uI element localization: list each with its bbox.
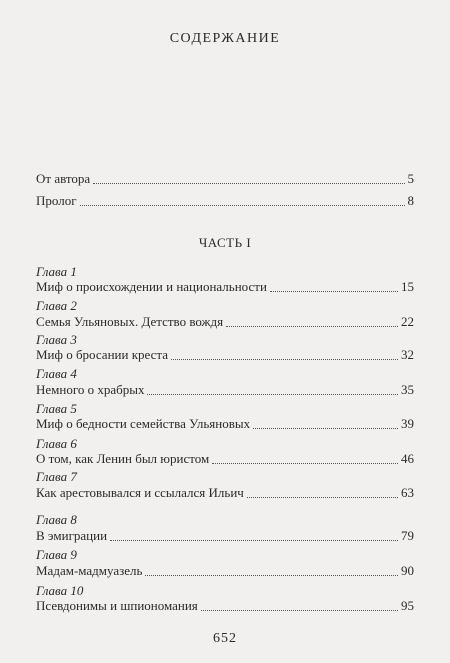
entry-page: 95	[401, 598, 414, 613]
toc-entry	[36, 485, 414, 501]
entry-page: 79	[401, 528, 414, 543]
leader-dots	[247, 496, 398, 498]
toc-entry	[36, 279, 414, 295]
toc-entry	[36, 598, 414, 614]
chapter-label: Глава 9	[36, 547, 77, 562]
chapter-label: Глава 5	[36, 401, 77, 416]
page-number: 652	[213, 631, 237, 646]
toc-entry	[36, 347, 414, 363]
toc-entry	[36, 416, 414, 432]
entry-title: Семья Ульяновых. Детство вождя	[36, 314, 224, 329]
entry-page: 39	[401, 416, 414, 431]
leader-dots	[110, 539, 398, 541]
toc-entry	[36, 193, 414, 209]
entry-page: 63	[401, 485, 414, 500]
entry-title: О том, как Ленин был юристом	[36, 451, 210, 466]
entry-page: 8	[407, 193, 414, 208]
entry-page: 22	[401, 314, 414, 329]
entry-title: Миф о бросании креста	[36, 347, 168, 362]
chapter-label: Глава 2	[36, 298, 77, 313]
entry-title: Миф о происхождении и национальности	[36, 279, 267, 294]
chapter-label: Глава 8	[36, 512, 77, 527]
leader-dots	[201, 609, 398, 611]
page-title: СОДЕРЖАНИЕ	[169, 31, 281, 46]
leader-dots	[145, 574, 398, 576]
toc-entry	[36, 528, 414, 544]
leader-dots	[212, 462, 398, 464]
chapter-label: Глава 7	[36, 469, 77, 484]
entry-title: Пролог	[36, 193, 77, 208]
toc-entry	[36, 382, 414, 398]
entry-title: Мадам-мадмуазель	[36, 563, 143, 578]
entry-title: В эмиграции	[36, 528, 108, 543]
toc-entry	[36, 451, 414, 467]
entry-title: От автора	[36, 171, 91, 186]
leader-dots	[253, 427, 398, 429]
entry-page: 5	[407, 171, 414, 186]
entry-page: 90	[401, 563, 414, 578]
chapter-label: Глава 10	[36, 583, 84, 598]
part-title: ЧАСТЬ I	[198, 235, 252, 250]
entry-title: Немного о храбрых	[36, 382, 145, 397]
leader-dots	[226, 325, 398, 327]
chapter-label: Глава 6	[36, 436, 77, 451]
entry-title: Псевдонимы и шпиономания	[36, 598, 198, 613]
entry-page: 32	[401, 347, 414, 362]
toc-entry	[36, 171, 414, 187]
chapter-label: Глава 4	[36, 366, 77, 381]
leader-dots	[270, 290, 398, 292]
leader-dots	[171, 358, 398, 360]
entry-page: 35	[401, 382, 414, 397]
leader-dots	[93, 182, 404, 184]
entry-page: 15	[401, 279, 414, 294]
leader-dots	[80, 204, 405, 206]
entry-page: 46	[401, 451, 414, 466]
entry-title: Как арестовывался и ссылался Ильич	[36, 485, 244, 500]
toc-entry	[36, 563, 414, 579]
entry-title: Миф о бедности семейства Ульяновых	[36, 416, 251, 431]
chapter-label: Глава 3	[36, 332, 77, 347]
toc-entry	[36, 314, 414, 330]
leader-dots	[147, 393, 398, 395]
chapter-label: Глава 1	[36, 264, 77, 279]
